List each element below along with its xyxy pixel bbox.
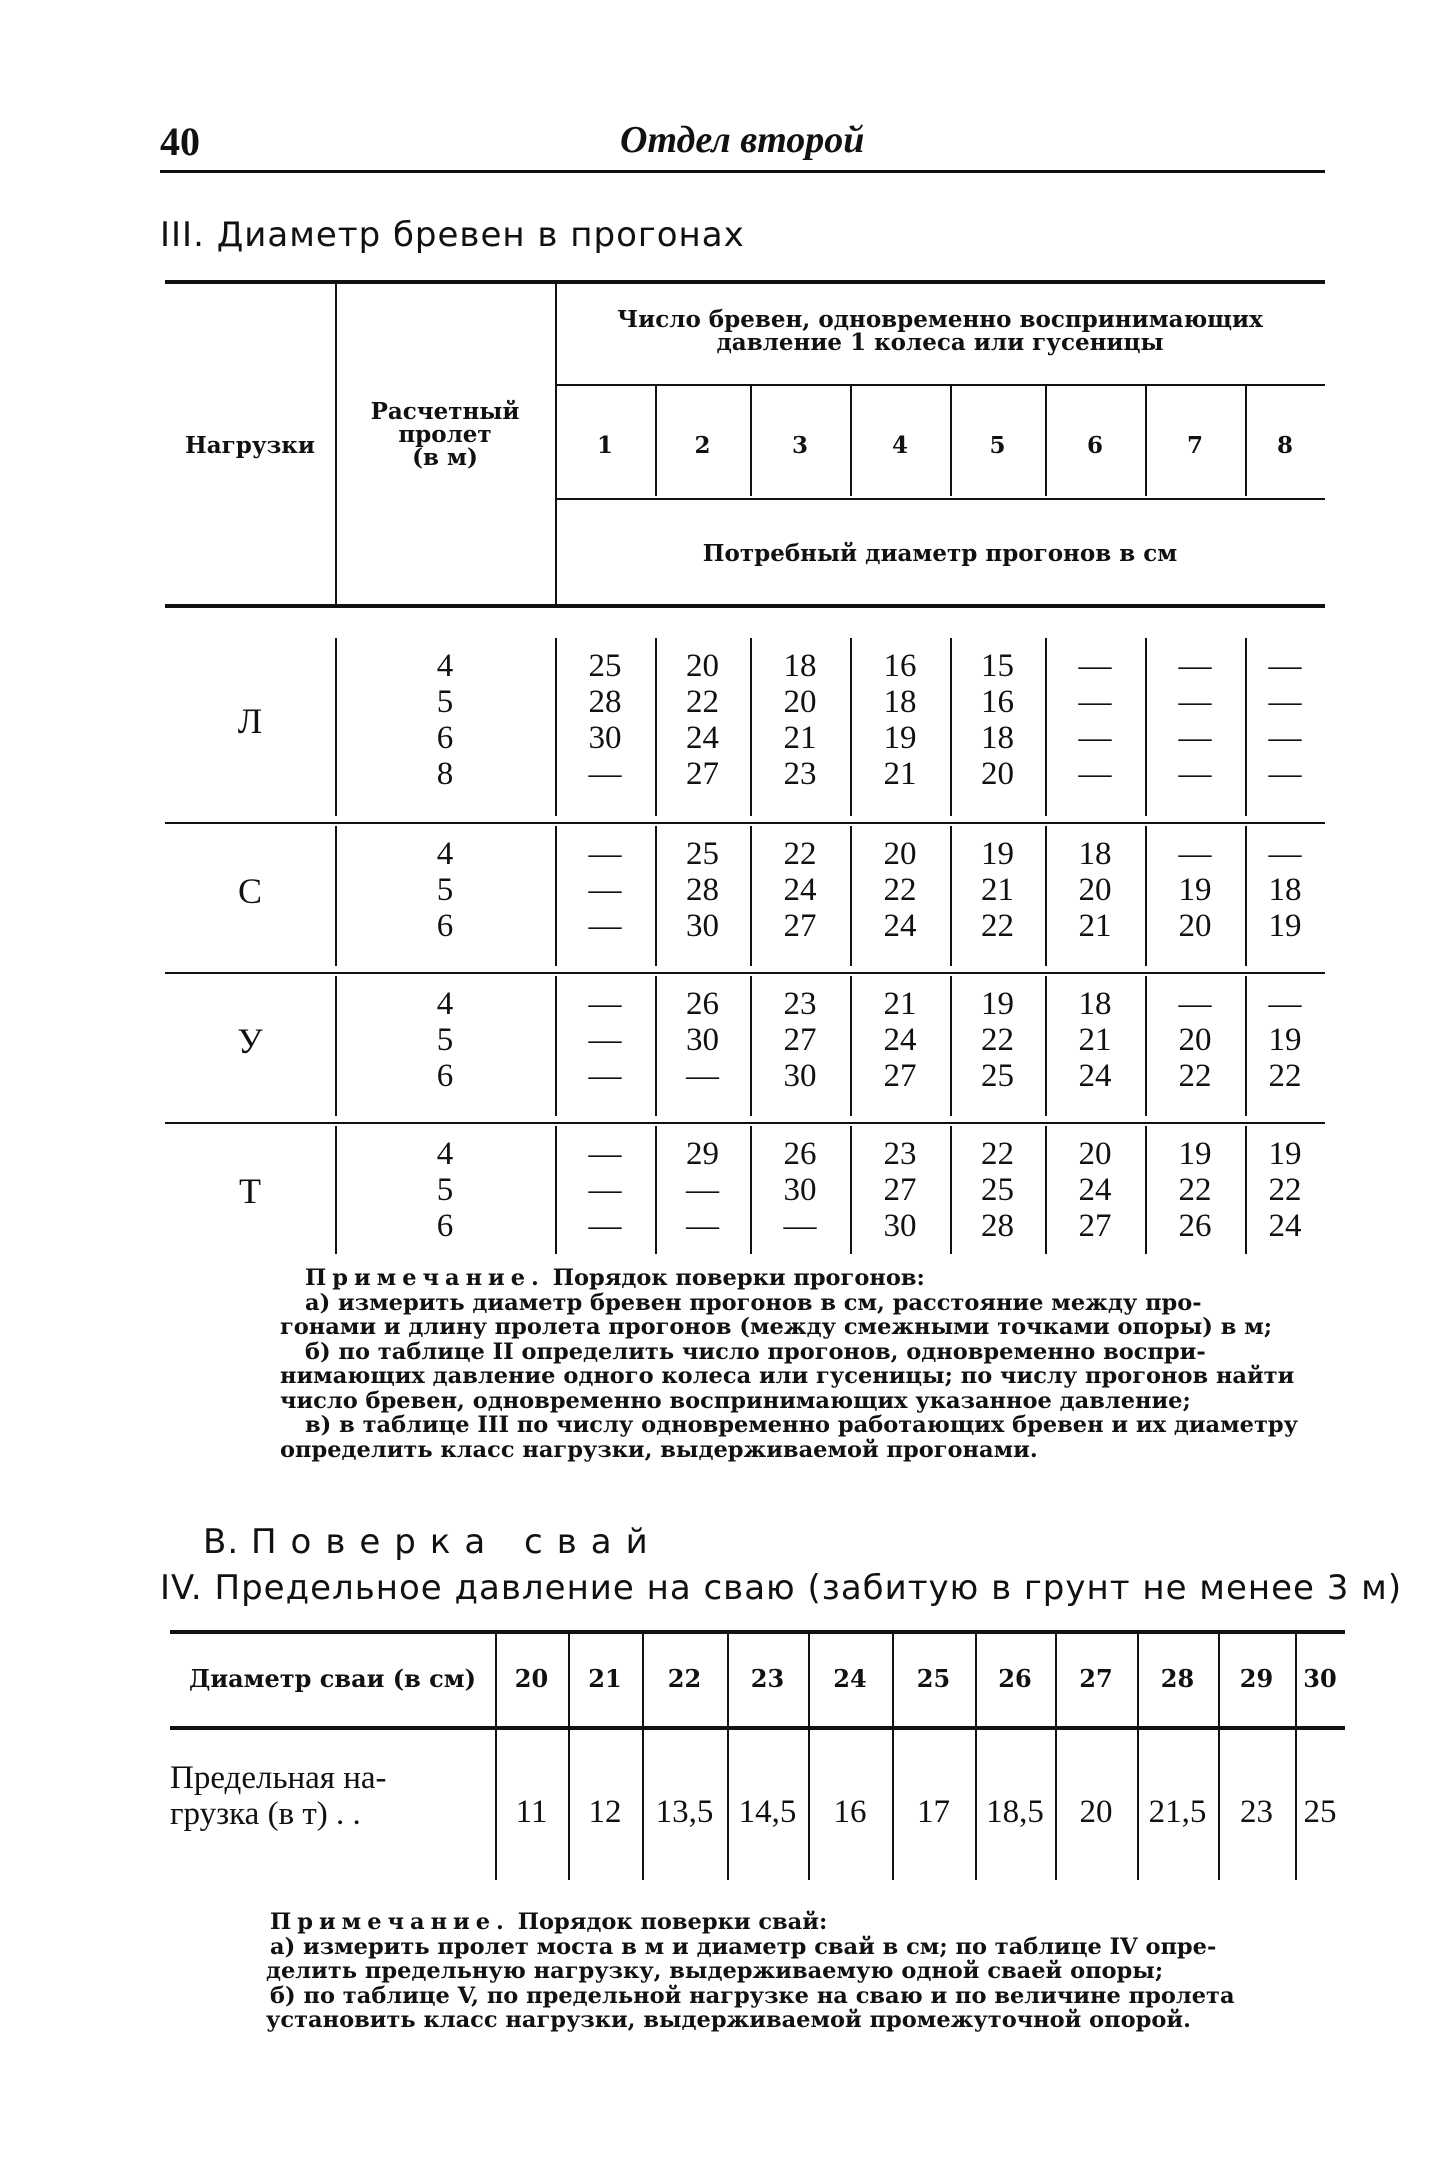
diameter-cell: 23 <box>783 756 817 792</box>
log-count-header: 5 <box>989 432 1006 459</box>
diameter-cell: — <box>1268 684 1302 720</box>
note2-line: а) измерить пролет моста в м и диаметр свай в см; по таблице IV опре- <box>270 1933 1217 1960</box>
diameter-cell: 24 <box>1078 1058 1112 1094</box>
diameter-cell: 22 <box>981 1022 1014 1058</box>
note1-title: Примечание. <box>305 1265 545 1291</box>
diameter-cell: 16 <box>981 684 1014 720</box>
diameter-cell: 19 <box>981 836 1014 872</box>
pile-diameter: 22 <box>667 1664 702 1693</box>
diameter-cell: 18 <box>1078 836 1112 872</box>
table3-hdr-hline <box>555 498 1325 500</box>
table4-vline <box>568 1634 570 1726</box>
pile-load: 16 <box>833 1794 867 1830</box>
diameter-cell: — <box>1178 648 1212 684</box>
table3-logcol-vline <box>1245 386 1247 496</box>
span-value: 5 <box>436 872 454 908</box>
diameter-cell: 20 <box>1178 908 1212 944</box>
log-count-header: 1 <box>596 432 613 459</box>
diameter-cell: — <box>588 908 622 944</box>
span-value: 4 <box>436 836 454 872</box>
diameter-cell: 18 <box>883 684 917 720</box>
note2-line: делить предельную нагрузку, выдерживаемую одной сваей опоры; <box>266 1958 1164 1984</box>
pile-load: 17 <box>917 1794 950 1830</box>
log-count-header: 7 <box>1186 432 1203 459</box>
pile-load: 20 <box>1079 1794 1113 1830</box>
diameter-cell: 24 <box>883 1022 917 1058</box>
span-value: 6 <box>436 1208 454 1244</box>
log-count-header: 3 <box>791 432 808 459</box>
pile-diameter: 23 <box>750 1664 785 1693</box>
diameter-cell: 20 <box>686 648 719 684</box>
log-count-header: 8 <box>1276 432 1293 459</box>
table4-vline <box>1218 1634 1220 1726</box>
table4-vline <box>975 1730 977 1880</box>
diameter-cell: — <box>1178 684 1212 720</box>
diameter-cell: 22 <box>1178 1058 1212 1094</box>
note2 <box>266 1909 1335 2033</box>
table3-group-rule <box>165 822 1325 824</box>
diameter-cell: 22 <box>1268 1172 1302 1208</box>
table3-logcol-vline <box>950 386 952 496</box>
diameter-cell: 25 <box>686 836 719 872</box>
diameter-cell: — <box>1078 684 1112 720</box>
diameter-cell: 30 <box>588 720 622 756</box>
note1-line: число бревен, одновременно воспринимающих указанное давление; <box>280 1387 1191 1414</box>
diameter-cell: 26 <box>686 986 719 1022</box>
diameter-cell: 27 <box>783 908 817 944</box>
diameter-cell: 28 <box>686 872 719 908</box>
table3-group-rule <box>165 972 1325 974</box>
load-label: Т <box>239 1171 261 1211</box>
page-number: 40 <box>160 119 200 164</box>
header-rule <box>160 170 1325 173</box>
col-loads-header: Нагрузки <box>185 432 315 459</box>
span-value: 5 <box>436 1172 454 1208</box>
pile-diameter: 27 <box>1079 1664 1113 1693</box>
diameter-cell: 19 <box>883 720 917 756</box>
diameter-cell: — <box>1268 986 1302 1022</box>
table3-title: III. Диаметр бревен в прогонах <box>160 215 745 255</box>
table4-vline <box>975 1634 977 1726</box>
col-group-header: Число бревен, одновременно воспринимающих <box>617 306 1263 333</box>
diameter-cell: — <box>1268 836 1302 872</box>
diameter-cell: — <box>686 1208 719 1244</box>
table3-logcol-vline <box>850 386 852 496</box>
diameter-cell: 21 <box>783 720 817 756</box>
load-row-label: грузка (в т) . . <box>170 1796 361 1832</box>
diameter-cell: — <box>1078 756 1112 792</box>
table3-logcol-vline <box>655 386 657 496</box>
running-header: Отдел второй <box>620 119 865 161</box>
col-span-header: (в м) <box>412 444 478 471</box>
diameter-cell: — <box>588 986 622 1022</box>
diameter-cell: 25 <box>981 1058 1014 1094</box>
diameter-cell: 28 <box>588 684 622 720</box>
note1 <box>280 1265 1325 1463</box>
diameter-cell: 20 <box>981 756 1014 792</box>
span-value: 4 <box>436 986 454 1022</box>
diameter-cell: 27 <box>686 756 719 792</box>
diameter-cell: — <box>1268 720 1302 756</box>
table4-vline <box>1295 1730 1297 1880</box>
diameter-cell: 24 <box>1078 1172 1112 1208</box>
diameter-cell: 20 <box>1078 1136 1112 1172</box>
table4-vline <box>1137 1730 1139 1880</box>
diameter-cell: 22 <box>883 872 917 908</box>
diameter-cell: 21 <box>1078 908 1112 944</box>
diameter-cell: 20 <box>1078 872 1112 908</box>
diameter-cell: 22 <box>783 836 817 872</box>
load-row-label: Предельная на- <box>170 1760 387 1796</box>
diameter-cell: 22 <box>981 1136 1014 1172</box>
diameter-cell: 26 <box>783 1136 817 1172</box>
pile-load: 21,5 <box>1148 1794 1207 1830</box>
diameter-cell: 27 <box>783 1022 817 1058</box>
diameter-cell: 18 <box>981 720 1014 756</box>
span-value: 5 <box>436 684 454 720</box>
diameter-cell: 18 <box>783 648 817 684</box>
table4-vline <box>1055 1634 1057 1726</box>
diameter-cell: 26 <box>1178 1208 1212 1244</box>
diameter-cell: 24 <box>1268 1208 1302 1244</box>
log-count-header: 2 <box>694 432 711 459</box>
diameter-cell: 30 <box>686 1022 719 1058</box>
pile-load: 23 <box>1240 1794 1273 1830</box>
note1-line: в) в таблице III по числу одновременно работающих бревен и их диаметру <box>305 1412 1299 1438</box>
diameter-cell: 16 <box>883 648 917 684</box>
diameter-cell: — <box>588 836 622 872</box>
pile-diameter: 28 <box>1160 1664 1195 1693</box>
diameter-cell: — <box>1078 648 1112 684</box>
diameter-row-label: Диаметр сваи (в см) <box>188 1664 476 1693</box>
diameter-cell: 24 <box>686 720 719 756</box>
diameter-cell: 19 <box>1178 872 1212 908</box>
table4-top-rule <box>170 1630 1345 1634</box>
table3-group-rule <box>165 1122 1325 1124</box>
diameter-cell: — <box>1178 986 1212 1022</box>
diameter-cell: 23 <box>883 1136 917 1172</box>
diameter-cell: 27 <box>1078 1208 1112 1244</box>
table4-vline <box>727 1730 729 1880</box>
table4-title: IV. Предельное давление на сваю (забитую в грунт не менее 3 м) <box>160 1568 1403 1608</box>
section-b-prefix: В. <box>203 1522 240 1562</box>
note1-line: а) измерить диаметр бревен прогонов в см, расстояние между про- <box>305 1289 1202 1316</box>
diameter-cell: — <box>588 1022 622 1058</box>
table4-vline <box>495 1634 497 1726</box>
note1-line: нимающих давление одного колеса или гусеницы; по числу прогонов найти <box>280 1363 1295 1389</box>
diameter-cell: — <box>783 1208 817 1244</box>
diameter-cell: 22 <box>981 908 1014 944</box>
pile-diameter: 20 <box>514 1664 549 1693</box>
diameter-cell: 21 <box>883 986 917 1022</box>
diameter-cell: 19 <box>981 986 1014 1022</box>
diameter-cell: — <box>588 1058 622 1094</box>
note1-line: определить класс нагрузки, выдерживаемой прогонами. <box>280 1436 1038 1463</box>
diameter-cell: 22 <box>1178 1172 1212 1208</box>
diameter-cell: 30 <box>783 1172 817 1208</box>
log-count-header: 6 <box>1086 432 1103 459</box>
note1-title-rest: Порядок поверки прогонов: <box>544 1265 925 1291</box>
log-count-header: 4 <box>891 432 908 459</box>
diameter-cell: 18 <box>1268 872 1302 908</box>
diameter-cell: 27 <box>883 1172 917 1208</box>
table4-vline <box>892 1634 894 1726</box>
table4-vline <box>808 1634 810 1726</box>
pile-diameter: 21 <box>588 1664 622 1693</box>
load-label: У <box>237 1021 263 1061</box>
diameter-cell: 24 <box>783 872 817 908</box>
pile-load: 11 <box>515 1794 548 1830</box>
span-value: 6 <box>436 908 454 944</box>
diameter-cell: 18 <box>1078 986 1112 1022</box>
diameter-cell: 20 <box>783 684 817 720</box>
diameter-cell: — <box>1268 648 1302 684</box>
pile-load: 14,5 <box>738 1794 797 1830</box>
table4-vline <box>1295 1634 1297 1726</box>
note2-line: установить класс нагрузки, выдерживаемой промежуточной опорой. <box>266 2007 1191 2033</box>
diameter-cell: 19 <box>1268 1136 1302 1172</box>
table4-vline <box>892 1730 894 1880</box>
table3-hdr-bottom-rule <box>165 604 1325 608</box>
col-span-header: Расчетный <box>370 398 520 425</box>
diameter-cell: 25 <box>981 1172 1014 1208</box>
pile-load: 12 <box>588 1794 622 1830</box>
note2-title-rest: Порядок поверки свай: <box>509 1909 828 1935</box>
span-value: 5 <box>436 1022 454 1058</box>
diameter-cell: — <box>1178 720 1212 756</box>
load-label: Л <box>237 701 263 741</box>
pile-diameter: 29 <box>1239 1664 1274 1693</box>
pile-load: 13,5 <box>655 1794 714 1830</box>
span-value: 4 <box>436 1136 454 1172</box>
diameter-cell: 22 <box>686 684 719 720</box>
col-subheader: Потребный диаметр прогонов в см <box>702 540 1178 567</box>
section-b-heading <box>203 1522 662 1562</box>
diameter-cell: 23 <box>783 986 817 1022</box>
diameter-cell: 19 <box>1178 1136 1212 1172</box>
diameter-cell: 19 <box>1268 908 1302 944</box>
diameter-cell: — <box>588 872 622 908</box>
table3-logcol-vline <box>750 386 752 496</box>
table4-vline <box>495 1730 497 1880</box>
diameter-cell: — <box>1078 720 1112 756</box>
section-b-title: Поверка свай <box>250 1522 662 1562</box>
table4-vline <box>568 1730 570 1880</box>
pile-diameter: 26 <box>998 1664 1032 1693</box>
table4-mid-rule <box>170 1726 1345 1730</box>
pile-diameter: 24 <box>833 1664 867 1693</box>
pile-diameter: 30 <box>1303 1664 1337 1693</box>
diameter-cell: 25 <box>588 648 622 684</box>
diameter-cell: 24 <box>883 908 917 944</box>
diameter-cell: — <box>588 1172 622 1208</box>
span-value: 6 <box>436 720 454 756</box>
table4-vline <box>808 1730 810 1880</box>
pile-load: 25 <box>1303 1794 1337 1830</box>
diameter-cell: — <box>1178 836 1212 872</box>
diameter-cell: 28 <box>981 1208 1014 1244</box>
col-span-header: пролет <box>398 421 492 448</box>
table3-hdr-hline <box>555 384 1325 386</box>
diameter-cell: 19 <box>1268 1022 1302 1058</box>
diameter-cell: 29 <box>686 1136 719 1172</box>
table4-vline <box>642 1730 644 1880</box>
table4-vline <box>727 1634 729 1726</box>
diameter-cell: 30 <box>686 908 719 944</box>
note1-line: б) по таблице II определить число прогонов, одновременно воспри- <box>305 1338 1206 1365</box>
span-value: 6 <box>436 1058 454 1094</box>
diameter-cell: 20 <box>883 836 917 872</box>
diameter-cell: — <box>1268 756 1302 792</box>
diameter-cell: 27 <box>883 1058 917 1094</box>
note2-line: б) по таблице V, по предельной нагрузке на сваю и по величине пролета <box>270 1982 1235 2009</box>
table3-logcol-vline <box>1045 386 1047 496</box>
diameter-cell: 15 <box>981 648 1014 684</box>
col-group-header: давление 1 колеса или гусеницы <box>716 329 1164 356</box>
table3-logcol-vline <box>1145 386 1147 496</box>
note1-line: гонами и длину пролета прогонов (между смежными точками опоры) в м; <box>280 1314 1273 1340</box>
table3-top-rule <box>165 280 1325 284</box>
diameter-cell: 21 <box>1078 1022 1112 1058</box>
diameter-cell: — <box>588 1208 622 1244</box>
diameter-cell: — <box>686 1172 719 1208</box>
span-value: 4 <box>436 648 454 684</box>
diameter-cell: 22 <box>1268 1058 1302 1094</box>
note2-title: Примечание. <box>270 1909 510 1935</box>
diameter-cell: 21 <box>981 872 1014 908</box>
diameter-cell: 30 <box>783 1058 817 1094</box>
pile-load: 18,5 <box>986 1794 1044 1830</box>
span-value: 8 <box>436 756 454 792</box>
table4-vline <box>1137 1634 1139 1726</box>
table4-vline <box>642 1634 644 1726</box>
diameter-cell: — <box>1178 756 1212 792</box>
load-label: С <box>237 871 262 911</box>
diameter-cell: 20 <box>1178 1022 1212 1058</box>
diameter-cell: — <box>588 756 622 792</box>
table4-vline <box>1055 1730 1057 1880</box>
diameter-cell: — <box>588 1136 622 1172</box>
diameter-cell: — <box>686 1058 719 1094</box>
diameter-cell: 30 <box>883 1208 917 1244</box>
pile-diameter: 25 <box>916 1664 951 1693</box>
table4-vline <box>1218 1730 1220 1880</box>
diameter-cell: 21 <box>883 756 917 792</box>
